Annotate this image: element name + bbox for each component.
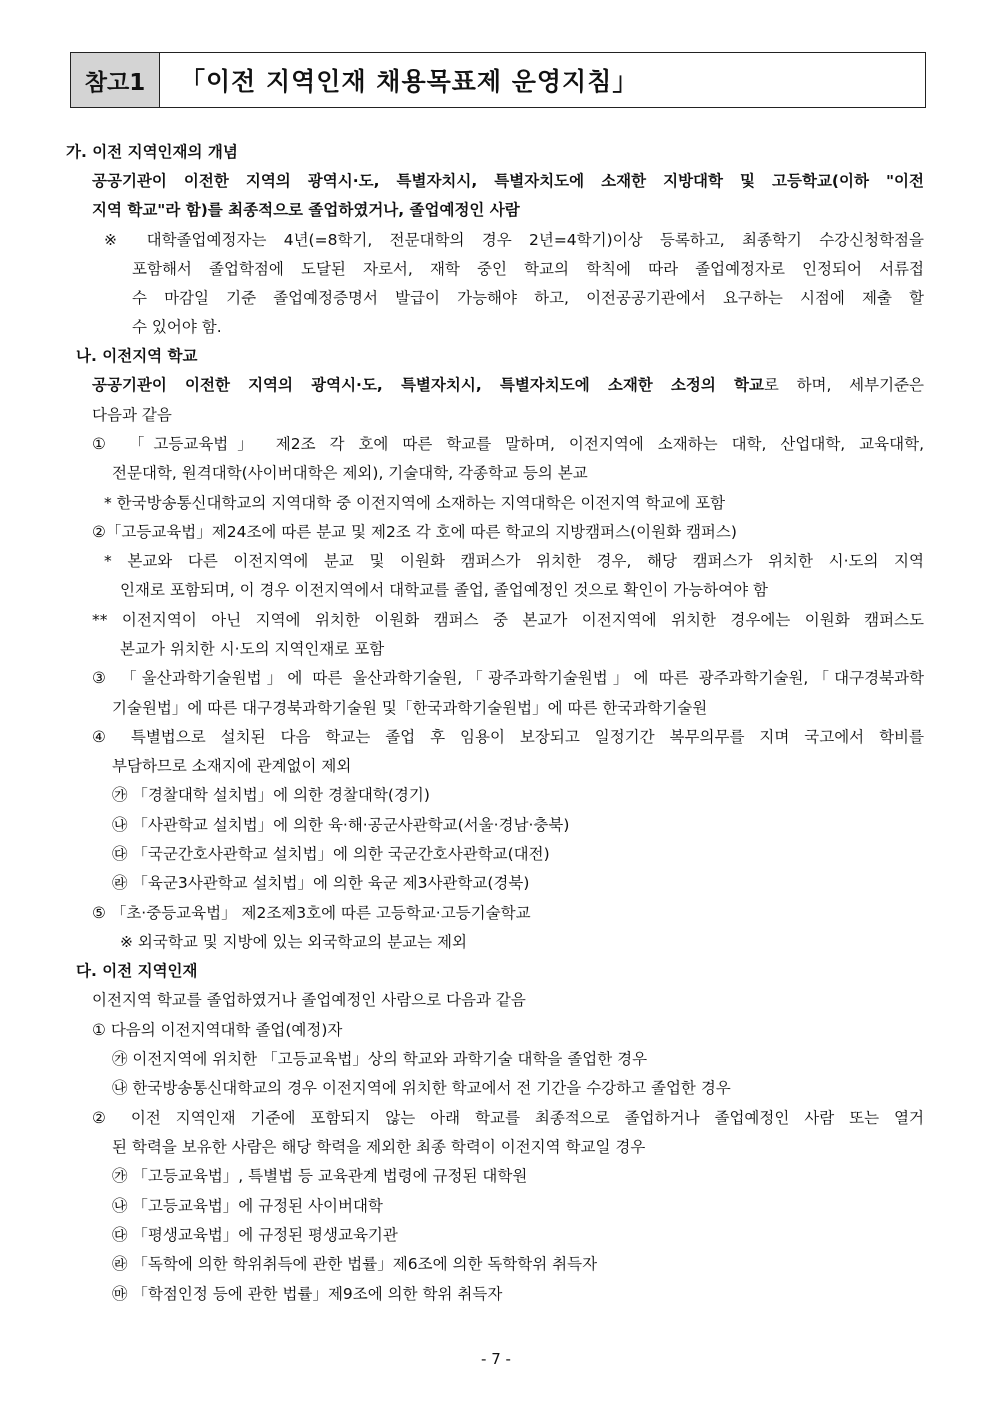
da-item2-sub1: ㉮ 「고등교육법」, 특별법 등 교육관계 법령에 규정된 대학원 (112, 1167, 528, 1185)
na-item3-line2: 기술원법」에 따른 대구경북과학기술원 및「한국과학기술원법」에 따른 한국과학기술원 (112, 699, 708, 717)
na-intro-line2: 다음과 같음 (92, 406, 172, 424)
da-intro: 이전지역 학교를 졸업하였거나 졸업예정인 사람으로 다음과 같음 (92, 991, 526, 1009)
reference-badge: 참고1 (71, 53, 160, 107)
na-item2-note1-line2: 인재로 포함되며, 이 경우 이전지역에서 대학교를 졸업, 졸업예정인 것으로 확인이 가능하여야 함 (120, 581, 769, 599)
na-intro-line1 (92, 374, 924, 396)
na-item4-line2: 부담하므로 소재지에 관계없이 제외 (112, 757, 352, 775)
na-item2-note2-line1: ** 이전지역이 아닌 지역에 위치한 이원화 캠퍼스 중 본교가 이전지역에 위치한 경우에는 이원화 캠퍼스도 (92, 611, 924, 629)
na-item1-line1: ① 「고등교육법」 제2조 각 호에 따른 학교를 말하며, 이전지역에 소재하는 대학, 산업대학, 교육대학, (92, 435, 924, 453)
na-item5-note: ※ 외국학교 및 지방에 있는 외국학교의 분교는 제외 (120, 933, 467, 951)
na-item4-sub1: ㉮ 「경찰대학 설치법」에 의한 경찰대학(경기) (112, 786, 430, 804)
na-item5: ⑤ 「초·중등교육법」 제2조제3호에 따른 고등학교·고등기술학교 (92, 904, 531, 922)
na-intro-bold: 공공기관이 이전한 지역의 광역시·도, 특별자치시, 특별자치도에 소재한 소정의 학교 (92, 376, 764, 394)
ga-definition-line2: 지역 학교"라 함)를 최종적으로 졸업하였거나, 졸업예정인 사람 (92, 201, 520, 219)
na-item2-note2-line2: 본교가 위치한 시·도의 지역인재로 포함 (120, 640, 385, 658)
na-item2: ②「고등교육법」제24조에 따른 분교 및 제2조 각 호에 따른 학교의 지방캠퍼스(이원화 캠퍼스) (92, 523, 737, 541)
da-item1: ① 다음의 이전지역대학 졸업(예정)자 (92, 1021, 343, 1039)
da-item2-sub3: ㉰ 「평생교육법」에 규정된 평생교육기관 (112, 1226, 398, 1244)
da-item2-line2: 된 학력을 보유한 사람은 해당 학력을 제외한 최종 학력이 이전지역 학교일 경우 (112, 1138, 646, 1156)
na-item4-sub3: ㉰ 「국군간호사관학교 설치법」에 의한 국군간호사관학교(대전) (112, 845, 550, 863)
ga-definition-line1: 공공기관이 이전한 지역의 광역시·도, 특별자치시, 특별자치도에 소재한 지방대학 및 고등학교(이하 "이전 (92, 172, 924, 190)
da-item2-sub5: ㉲ 「학점인정 등에 관한 법률」제9조에 의한 학위 취득자 (112, 1285, 503, 1303)
da-item2-sub4: ㉱ 「독학에 의한 학위취득에 관한 법률」제6조에 의한 독학학위 취득자 (112, 1255, 598, 1273)
na-item1-note: * 한국방송통신대학교의 지역대학 중 이전지역에 소재하는 지역대학은 이전지역 학교에 포함 (104, 494, 726, 512)
section-na-heading: 나. 이전지역 학교 (76, 347, 198, 365)
ga-note-line1: ※ 대학졸업예정자는 4년(=8학기, 전문대학의 경우 2년=4학기)이상 등록하고, 최종학기 수강신청학점을 (104, 231, 924, 249)
na-item1-line2: 전문대학, 원격대학(사이버대학은 제외), 기술대학, 각종학교 등의 본교 (112, 464, 588, 482)
na-item2-note1-line1: * 본교와 다른 이전지역에 분교 및 이원화 캠퍼스가 위치한 경우, 해당 캠퍼스가 위치한 시·도의 지역 (104, 552, 924, 570)
na-intro-rest: 로 하며, 세부기준은 (763, 376, 924, 394)
ga-note-line4: 수 있어야 함. (132, 318, 222, 336)
da-item1-sub2: ㉯ 한국방송통신대학교의 경우 이전지역에 위치한 학교에서 전 기간을 수강하고 졸업한 경우 (112, 1079, 731, 1097)
ga-note-line3: 수 마감일 기준 졸업예정증명서 발급이 가능해야 하고, 이전공공기관에서 요구하는 시점에 제출 할 (132, 289, 924, 307)
section-ga-heading: 가. 이전 지역인재의 개념 (66, 143, 238, 161)
na-item4-line1: ④ 특별법으로 설치된 다음 학교는 졸업 후 임용이 보장되고 일정기간 복무의무를 지며 국고에서 학비를 (92, 728, 924, 746)
da-item2-line1: ② 이전 지역인재 기준에 포함되지 않는 아래 학교를 최종적으로 졸업하거나 졸업예정인 사람 또는 열거 (92, 1109, 924, 1127)
na-item3-line1: ③ 「울산과학기술원법」에 따른 울산과학기술원,「광주과학기술원법」에 따른 광주과학기술원,「대구경북과학 (92, 669, 924, 687)
reference-header (70, 52, 926, 108)
na-item4-sub2: ㉯ 「사관학교 설치법」에 의한 육·해·공군사관학교(서울·경남·충북) (112, 816, 570, 834)
document-title: 「이전 지역인재 채용목표제 운영지침」 (180, 67, 639, 96)
na-item4-sub4: ㉱ 「육군3사관학교 설치법」에 의한 육군 제3사관학교(경북) (112, 874, 530, 892)
da-item2-sub2: ㉯ 「고등교육법」에 규정된 사이버대학 (112, 1197, 383, 1215)
da-item1-sub1: ㉮ 이전지역에 위치한 「고등교육법」상의 학교와 과학기술 대학을 졸업한 경우 (112, 1050, 648, 1068)
section-da-heading: 다. 이전 지역인재 (76, 962, 198, 980)
ga-note-line2: 포함해서 졸업학점에 도달된 자로서, 재학 중인 학교의 학칙에 따라 졸업예정자로 인정되어 서류접 (132, 260, 924, 278)
page-number: - 7 - (481, 1350, 511, 1368)
